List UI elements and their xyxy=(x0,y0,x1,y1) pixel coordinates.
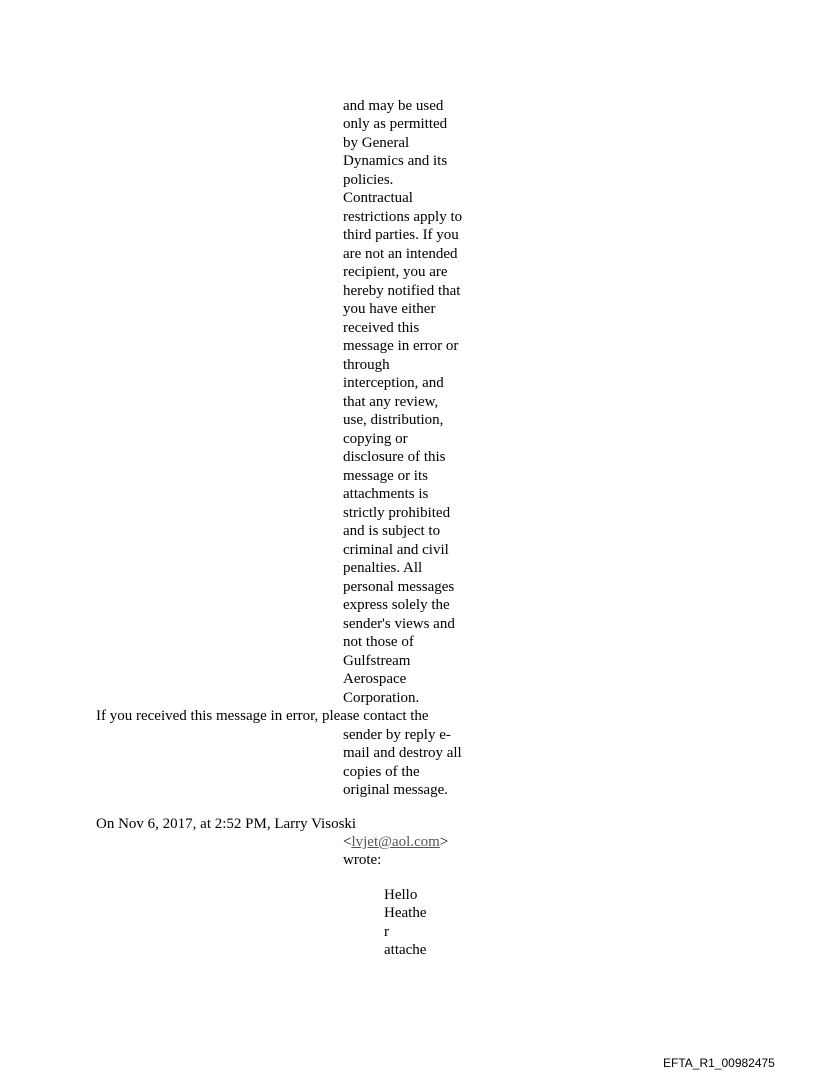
notice-line: only as permitted xyxy=(343,116,448,132)
email-open-bracket: < xyxy=(343,834,352,850)
notice-line: use, distribution, xyxy=(343,412,444,428)
notice-line: and is subject to xyxy=(343,523,441,539)
wrote-label: wrote: xyxy=(343,852,382,868)
notice-line: third parties. If you xyxy=(343,227,459,243)
notice-line: penalties. All xyxy=(343,560,423,576)
notice-line: received this xyxy=(343,320,420,336)
quoted-line: attache xyxy=(384,942,427,958)
notice-line: disclosure of this xyxy=(343,449,446,465)
quoted-line: Heathe xyxy=(384,905,427,921)
notice-line: message or its xyxy=(343,468,428,484)
notice-line: you have either xyxy=(343,301,436,317)
notice-line: hereby notified that xyxy=(343,283,461,299)
error-notice-line: mail and destroy all xyxy=(343,745,462,761)
notice-line: are not an intended xyxy=(343,246,458,262)
notice-line: by General xyxy=(343,135,410,151)
notice-line: Corporation. xyxy=(343,690,420,706)
notice-line: strictly prohibited xyxy=(343,505,451,521)
notice-line: attachments is xyxy=(343,486,429,502)
quoted-line: Hello xyxy=(384,887,418,903)
sender-email-link[interactable]: lvjet@aol.com xyxy=(351,834,440,850)
error-notice-line: copies of the xyxy=(343,764,420,780)
notice-line: not those of xyxy=(343,634,414,650)
email-close-bracket: > xyxy=(439,834,449,850)
notice-line: Dynamics and its xyxy=(343,153,448,169)
notice-line: through xyxy=(343,357,390,373)
notice-line: Contractual xyxy=(343,190,413,206)
notice-line: restrictions apply to xyxy=(343,209,463,225)
document-id: EFTA_R1_00982475 xyxy=(663,1056,775,1070)
error-notice-line: original message. xyxy=(343,782,448,798)
notice-line: policies. xyxy=(343,172,394,188)
error-notice-line: sender by reply e- xyxy=(343,727,451,743)
notice-line: personal messages xyxy=(343,579,455,595)
notice-line: recipient, you are xyxy=(343,264,448,280)
quoted-line: r xyxy=(384,924,389,940)
sender-email-line xyxy=(343,833,448,851)
notice-line: and may be used xyxy=(343,98,444,114)
notice-line: that any review, xyxy=(343,394,439,410)
notice-line: copying or xyxy=(343,431,408,447)
notice-line: Gulfstream xyxy=(343,653,411,669)
notice-line: Aerospace xyxy=(343,671,407,687)
error-notice-first-line: If you received this message in error, please contact the xyxy=(96,708,429,724)
notice-line: sender's views and xyxy=(343,616,455,632)
notice-line: criminal and civil xyxy=(343,542,449,558)
notice-line: express solely the xyxy=(343,597,450,613)
notice-line: interception, and xyxy=(343,375,444,391)
quote-attribution: On Nov 6, 2017, at 2:52 PM, Larry Visoski xyxy=(96,816,357,832)
notice-line: message in error or xyxy=(343,338,459,354)
